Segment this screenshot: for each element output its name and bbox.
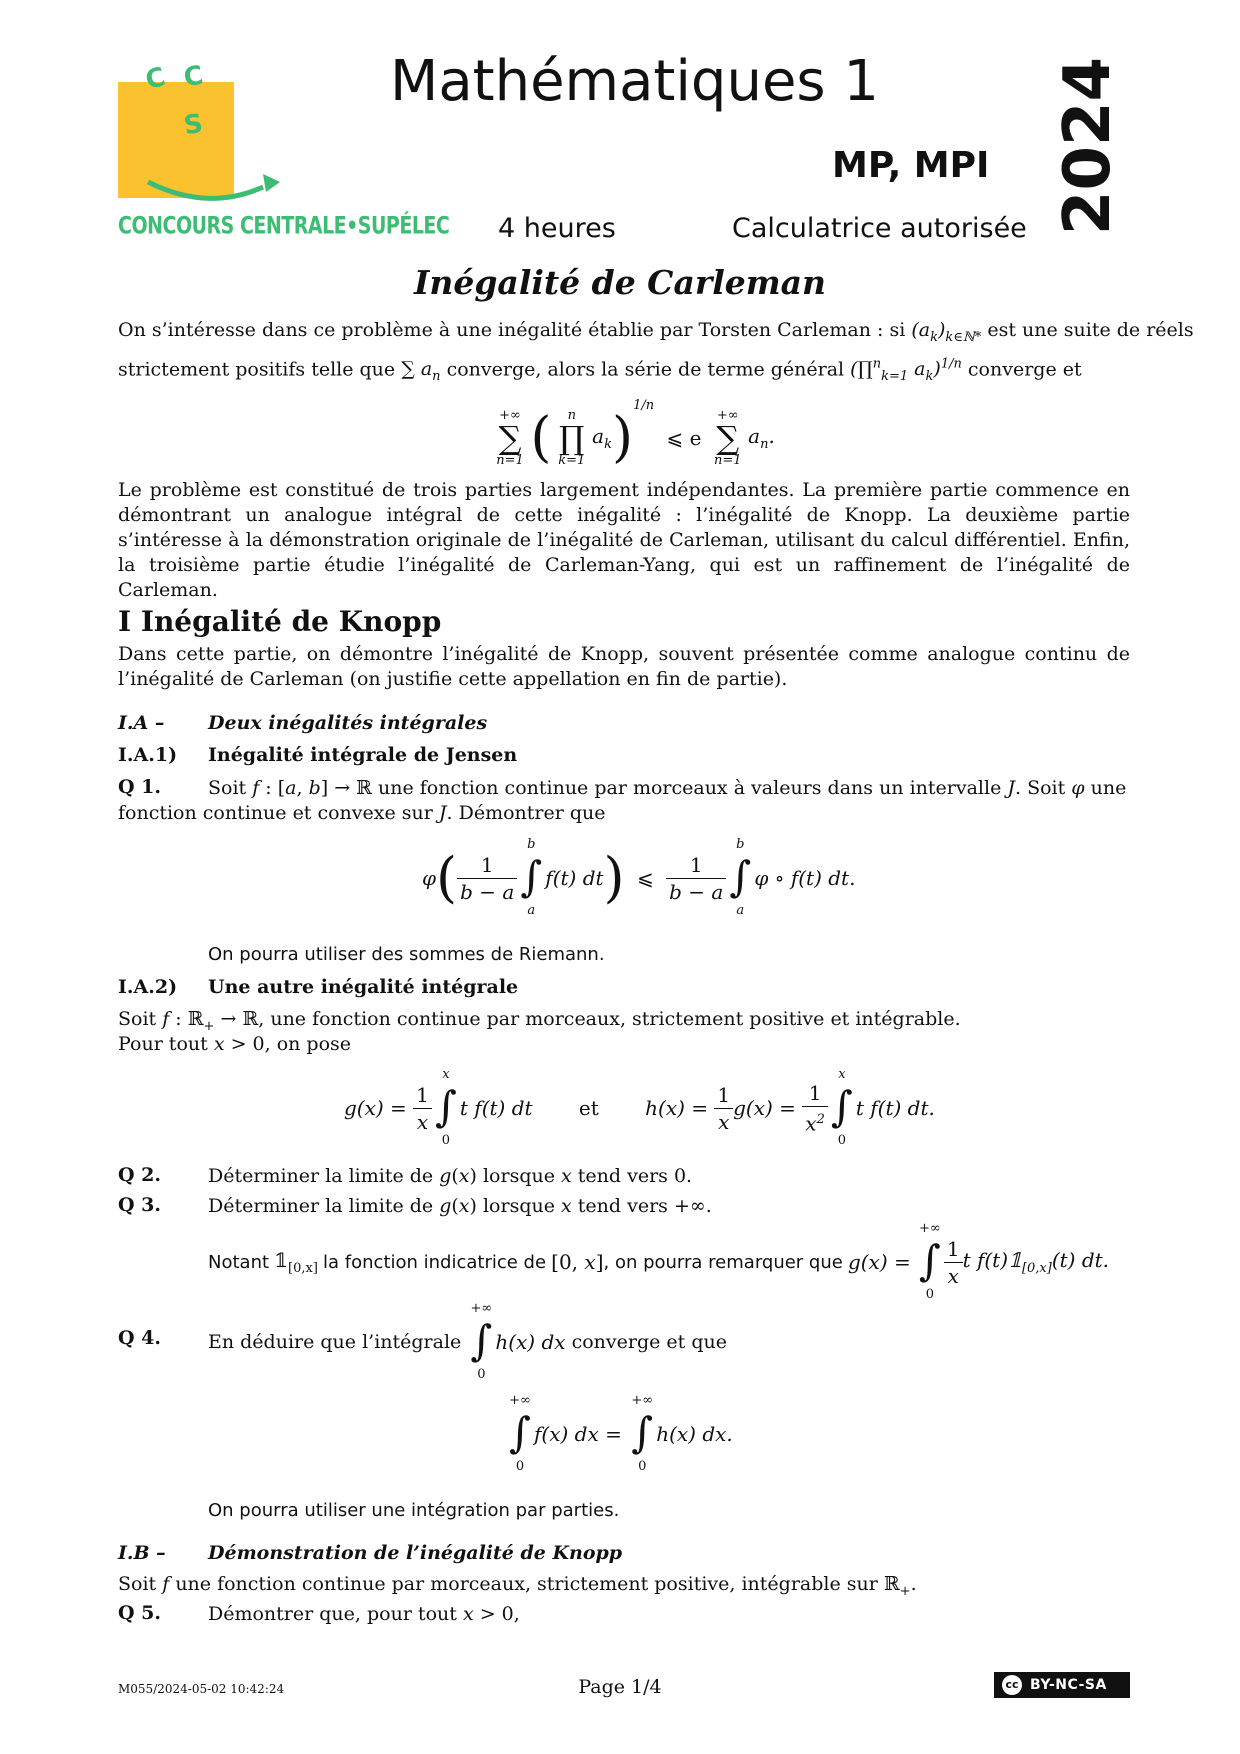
section-IB-title: Démonstration de l’inégalité de Knopp bbox=[208, 1542, 623, 1564]
section-IA1-number: I.A.1) bbox=[118, 744, 178, 766]
question-3-hint: Notant $𝟙_{[0,x]}$ la fonction indicatrice de [0, x], on pourra remarquer que g(x) = +∞ ∫ 0 $\frac{1}{x}$ t $f(t)𝟙_{[0,x]}(t)$ dt. bbox=[208, 1221, 1110, 1302]
footer-page-number: Page 1/4 bbox=[578, 1676, 662, 1698]
logo-letter-c1: C bbox=[142, 62, 169, 96]
question-1-line-1: Soit f : [a, b] → ℝ une fonction continue par morceaux à valeurs dans un intervalle J. Soit φ une bbox=[208, 777, 1127, 799]
subject-title: Mathématiques 1 bbox=[390, 49, 880, 114]
question-1-line-2: fonction continue et convexe sur J. Démontrer que bbox=[118, 802, 606, 824]
g-h-definitions: g(x) = $\frac{1}{x}$ x ∫ 0 t f(t) dt et h(x) = $\frac{1}{x}$ g(x) = $\frac{1}{x^2}$ x ∫ 0 t f(t) dt. bbox=[344, 1067, 935, 1148]
section-IA2-text-1: Soit f : ℝ$_+$ → ℝ, une fonction continue par morceaux, strictement positive et intégrable. bbox=[118, 1008, 961, 1034]
section-IA1-title: Inégalité intégrale de Jensen bbox=[208, 744, 518, 766]
section-IA2-text-2: Pour tout x > 0, on pose bbox=[118, 1033, 352, 1055]
question-5-text: Démontrer que, pour tout x > 0, bbox=[208, 1603, 520, 1625]
section-IA-title: Deux inégalités intégrales bbox=[208, 712, 488, 734]
section-IA-number: I.A – bbox=[118, 712, 165, 734]
integral-equality: +∞ ∫ 0 f(x) dx = +∞ ∫ 0 h(x) dx. bbox=[509, 1393, 733, 1474]
question-3-text: Déterminer la limite de g(x) lorsque x tend vers +∞. bbox=[208, 1195, 712, 1217]
question-4-text: En déduire que l’intégrale +∞ ∫ 0 h(x) dx converge et que bbox=[208, 1301, 727, 1382]
section-IB-number: I.B – bbox=[118, 1542, 166, 1564]
calculator-note: Calculatrice autorisée bbox=[732, 213, 1027, 244]
year-vertical: 2024 bbox=[1051, 56, 1125, 236]
question-2-label: Q 2. bbox=[118, 1164, 162, 1186]
question-4-label: Q 4. bbox=[118, 1327, 162, 1349]
logo-letter-c2: C bbox=[181, 60, 206, 94]
question-4-hint: On pourra utiliser une intégration par parties. bbox=[208, 1500, 620, 1521]
license-badge bbox=[994, 1672, 1130, 1698]
document-title: Inégalité de Carleman bbox=[413, 263, 827, 302]
jensen-inequality: φ( $\frac{1}{b - a}$ b ∫ a f(t) dt) ⩽ $\frac{1}{b - a}$ b ∫ a φ ∘ f(t) dt. bbox=[422, 837, 856, 918]
section-IA2-title: Une autre inégalité intégrale bbox=[208, 976, 519, 998]
carleman-inequality: +∞ ∑ n=1 ( n ∏ k=1 $a_k)^{1/n}$ ⩽ e +∞ ∑ n=1 $a_n$. bbox=[496, 398, 775, 469]
question-1-label: Q 1. bbox=[118, 776, 162, 798]
tracks: MP, MPI bbox=[832, 145, 990, 186]
question-1-hint: On pourra utiliser des sommes de Riemann. bbox=[208, 944, 605, 965]
part-heading: I Inégalité de Knopp bbox=[118, 605, 442, 638]
logo-caption: CONCOURS CENTRALE•SUPÉLEC bbox=[118, 212, 450, 240]
question-3-label: Q 3. bbox=[118, 1194, 162, 1216]
part-intro: Dans cette partie, on démontre l’inégalité de Knopp, souvent présentée comme analogue continu de l’inégalité de Carleman (on justifie cette appellation en fin de partie). bbox=[118, 643, 1130, 690]
intro-paragraph-2: Le problème est constitué de trois parties largement indépendantes. La première partie commence en démontrant un analogue intégral de cette inégalité : l’inégalité de Knopp. La deuxième partie s’intéresse à la démonstration originale de l’inégalité de Carleman, utilisant du calcul différentiel. Enfin, la troisième partie étudie l’inégalité de Carleman-Yang, qui est un raffinement de l’inégalité de Carleman. bbox=[118, 479, 1130, 601]
question-5-label: Q 5. bbox=[118, 1602, 162, 1624]
intro-line-1: On s’intéresse dans ce problème à une inégalité établie par Torsten Carleman : si $(a_k)_{k\in ℕ*}$ est une suite de réels bbox=[118, 319, 1194, 345]
question-2-text: Déterminer la limite de g(x) lorsque x tend vers 0. bbox=[208, 1165, 693, 1187]
license-text: BY-NC-SA bbox=[1030, 1677, 1107, 1693]
cc-icon: cc bbox=[1002, 1675, 1022, 1695]
logo-letter-s: S bbox=[182, 108, 205, 142]
section-IA2-number: I.A.2) bbox=[118, 976, 178, 998]
section-IB-text: Soit f une fonction continue par morceaux, strictement positive, intégrable sur ℝ$_+$. bbox=[118, 1573, 917, 1599]
logo bbox=[118, 60, 450, 252]
duration: 4 heures bbox=[498, 213, 616, 244]
intro-line-2: strictement positifs telle que ∑ $a_n$ converge, alors la série de terme général (∏$^n_{k=1}$ $a_k)^{1/n}$ converge et bbox=[118, 357, 1082, 385]
footer-code: M055/2024-05-02 10:42:24 bbox=[118, 1682, 285, 1696]
